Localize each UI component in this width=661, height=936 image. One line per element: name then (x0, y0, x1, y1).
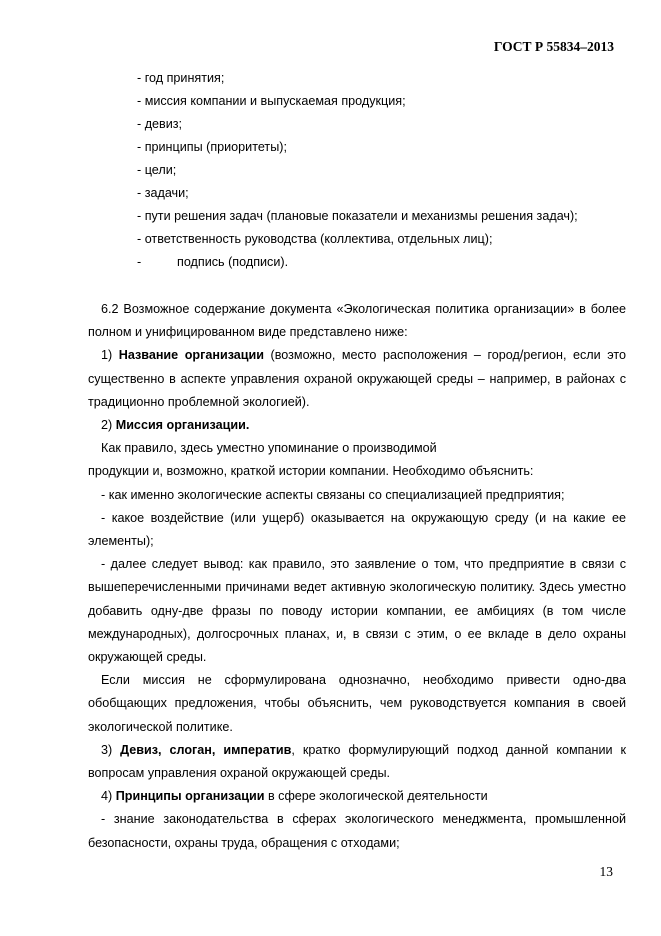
document-body (88, 298, 626, 855)
paragraph-mission-point-2: - какое воздействие (или ущерб) оказывается на окружающую среду (и на какие ее элементы); (88, 510, 626, 549)
list-item (137, 254, 617, 277)
item-number: 4) (101, 789, 116, 804)
paragraph-item-2 (88, 414, 626, 437)
item-number: 2) (101, 418, 116, 433)
item-text: (возможно, место расположения – город/регион, если это существенно в аспекте управления охраной окружающей среды – например, в районах с традиционно проблемной экологией). (88, 348, 626, 409)
list-item: - цели; (137, 163, 177, 177)
paragraph-item-4 (88, 785, 626, 808)
item-heading: Девиз, слоган, императив (120, 742, 292, 757)
document-contents-list (137, 70, 617, 277)
list-item: - ответственность руководства (коллектива, отдельных лиц); (137, 232, 493, 246)
list-item: - год принятия; (137, 71, 225, 85)
paragraph-mission-intro-line2: продукции и, возможно, краткой истории компании. Необходимо объяснить: (88, 464, 534, 479)
item-text: , кратко формулирующий подход данной компании к вопросам управления охраной окружающей среды. (88, 742, 626, 781)
page-number: 13 (599, 864, 613, 879)
list-item: - девиз; (137, 117, 183, 131)
item-heading: Название организации (118, 348, 265, 363)
list-item: - пути решения задач (плановые показатели и механизмы решения задач); (137, 209, 578, 223)
item-number: 3) (101, 742, 121, 757)
paragraph-mission-point-3: - далее следует вывод: как правило, это заявление о том, что предприятие в связи с вышеперечисленными причинами ведет активную экологическую политику. Здесь уместно добавить одну-две фразы по поводу истории компании, ее амбициях (в том числе международных), долгосрочных планах, и, в связи с этим, о ее вкладе в дело охраны окружающей среды. (88, 557, 626, 665)
item-text: в сфере экологической деятельности (264, 789, 488, 804)
paragraph-item-3 (88, 739, 626, 785)
paragraph-mission-point-1: - как именно экологические аспекты связаны со специализацией предприятия; (101, 487, 565, 502)
list-item: - миссия компании и выпускаемая продукция; (137, 94, 406, 108)
list-item: - принципы (приоритеты); (137, 140, 287, 154)
list-item-text: подпись (подписи). (177, 255, 289, 269)
item-heading: Принципы организации (115, 789, 265, 804)
list-dash: - (137, 255, 142, 269)
paragraph-item-1 (88, 344, 626, 414)
paragraph-6-2: 6.2 Возможное содержание документа «Экологическая политика организации» в более полном и унифицированном виде представлено ниже: (88, 302, 626, 340)
paragraph-mission-intro-line1: Как правило, здесь уместно упоминание о производимой (101, 441, 437, 456)
list-item: - задачи; (137, 186, 189, 200)
item-heading: Миссия организации. (115, 418, 250, 433)
document-header-id: ГОСТ Р 55834–2013 (493, 39, 614, 54)
item-number: 1) (101, 348, 119, 363)
paragraph-principle-1: - знание законодательства в сферах экологического менеджмента, промышленной безопасности, охраны труда, обращения с отходами; (88, 812, 626, 850)
paragraph-mission-fallback: Если миссия не сформулирована однозначно, необходимо привести одно-два обобщающих предложения, чтобы объяснить, чем руководствуется компания в своей экологической политике. (88, 673, 626, 734)
